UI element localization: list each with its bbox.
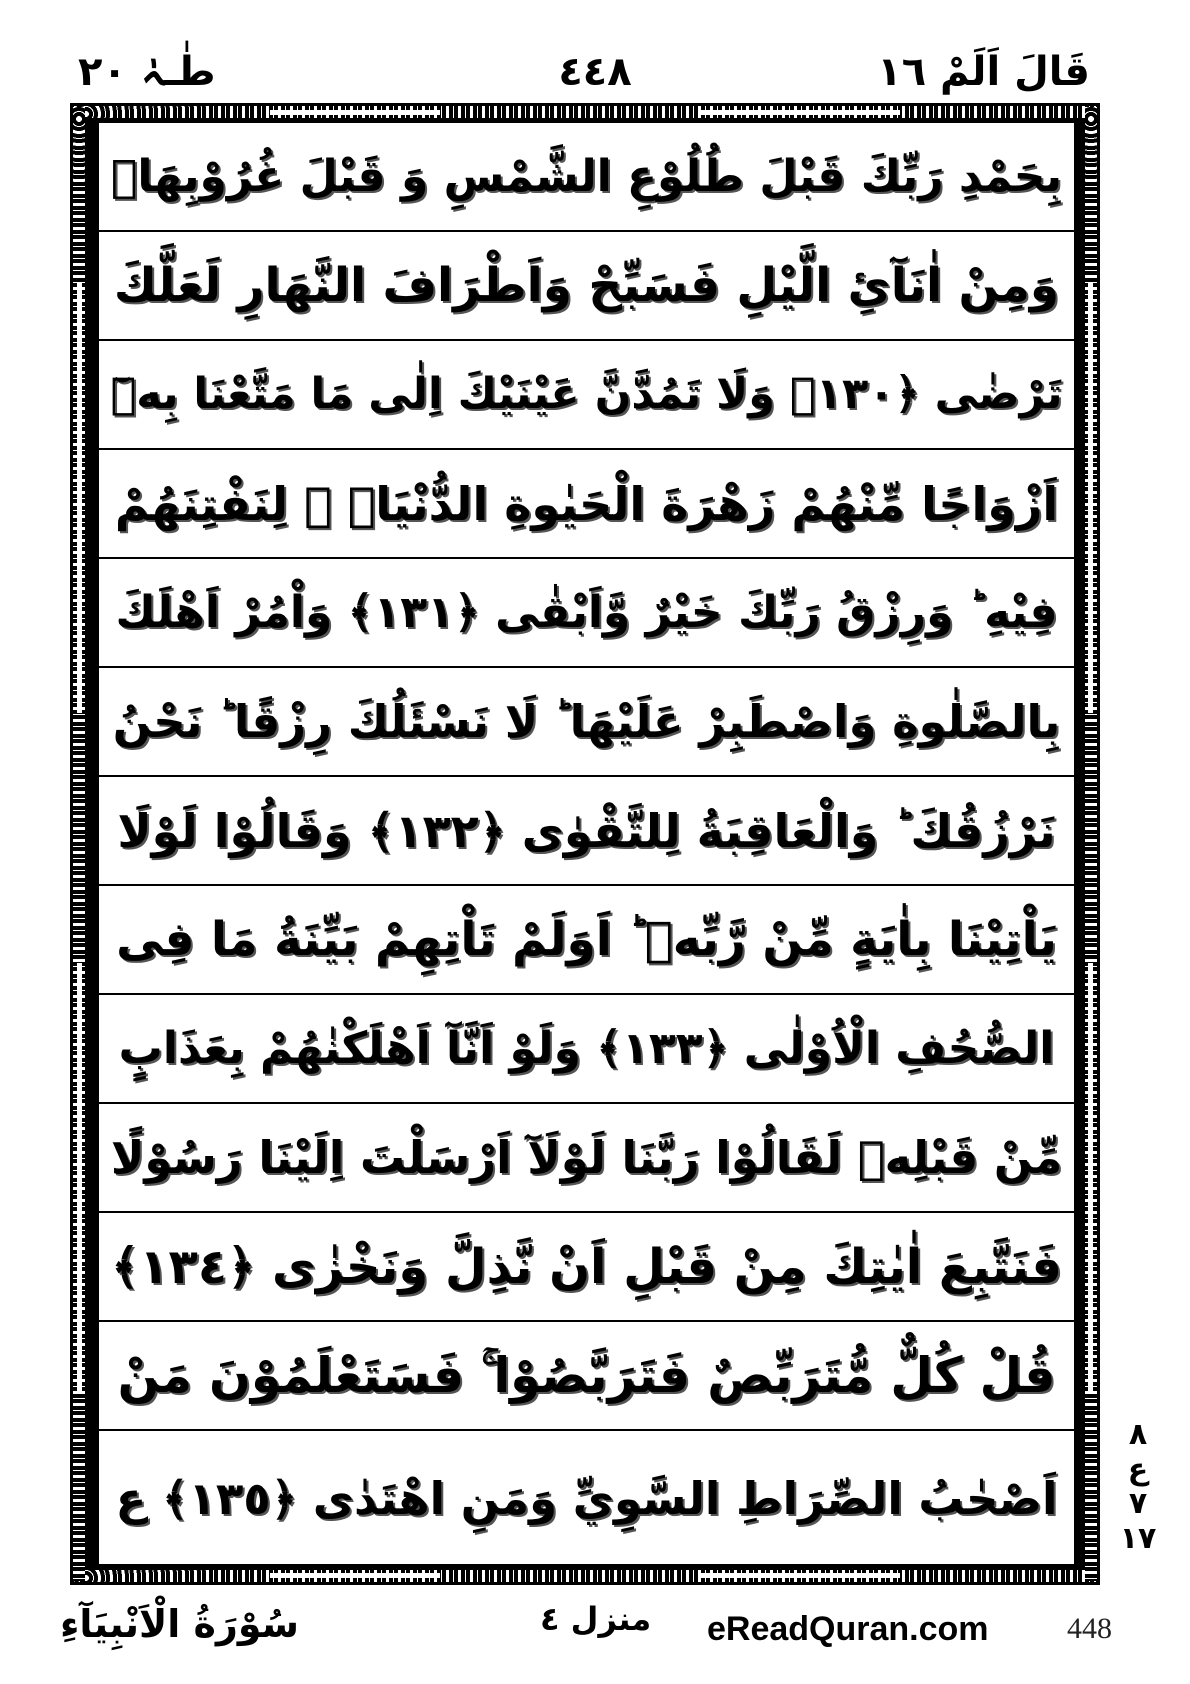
text-line-9: الصُّحُفِ الْاُوْلٰى ﴿١٣٣﴾ وَلَوْ اَنَّآ اَهْلَكْنٰهُمْ بِعَذَابٍ [99,995,1074,1104]
text-panel [97,121,1076,1566]
border-bar [700,1573,900,1578]
juz-label: قَالَ اَلَمْ ١٦ [877,49,1090,95]
text-line-7: نَرْزُقُكَ ؕ وَالْعَاقِبَةُ لِلتَّقْوٰى ﴿١٣٢﴾ وَقَالُوْا لَوْلَا [99,777,1074,886]
ruku-number: ٨ [1128,1417,1148,1452]
border-bar [77,283,82,713]
border-bar [700,110,900,115]
text-line-12: قُلْ كُلٌّ مُّتَرَبِّصٌ فَتَرَبَّصُوْا ۚ فَسَتَعْلَمُوْنَ مَنْ [99,1322,1074,1431]
ruku-surah-count: ٧ [1128,1486,1148,1521]
border-bar [77,963,82,1393]
text-line-8: يَاْتِيْنَا بِاٰيَةٍ مِّنْ رَّبِّهٖ ؕ اَوَلَمْ تَاْتِهِمْ بَيِّنَةُ مَا فِى [99,886,1074,995]
text-line-4: اَزْوَاجًا مِّنْهُمْ زَهْرَةَ الْحَيٰوةِ الدُّنْيَا۬ ۙ لِنَفْتِنَهُمْ [99,450,1074,559]
border-bar [1088,963,1093,1393]
page-number-arabic: ٤٤٨ [558,49,632,95]
ornamental-border [70,103,1100,1585]
ruku-margin-note [1118,1418,1158,1556]
text-line-1: بِحَمْدِ رَبِّكَ قَبْلَ طُلُوْعِ الشَّمْسِ وَ قَبْلَ غُرُوْبِهَاۚ [99,123,1074,232]
manzil-label: منزل ٤ [540,1600,652,1638]
text-line-6: بِالصَّلٰوةِ وَاصْطَبِرْ عَلَيْهَا ؕ لَا نَسْئَلُكَ رِزْقًا ؕ نَحْنُ [99,668,1074,777]
border-ornament-bottom [74,1570,1096,1582]
border-bar [270,110,440,115]
page-number: 448 [1067,1612,1112,1645]
text-line-2: وَمِنْ اٰنَآئِ الَّيْلِ فَسَبِّحْ وَاَطْرَافَ النَّهَارِ لَعَلَّكَ [99,232,1074,341]
surah-label: طٰـہٰ ٢٠ [78,49,216,95]
border-bar [270,1573,440,1578]
text-line-13: اَصْحٰبُ الصِّرَاطِ السَّوِيِّ وَمَنِ اهْتَدٰى ﴿١٣٥﴾ ع [115,1472,1058,1525]
text-line-10: مِّنْ قَبْلِهٖ لَقَالُوْا رَبَّنَا لَوْلَآ اَرْسَلْتَ اِلَيْنَا رَسُوْلًا [99,1104,1074,1213]
border-bar [1088,283,1093,713]
border-ornament-top [74,106,1096,118]
text-line-11: فَنَتَّبِعَ اٰيٰتِكَ مِنْ قَبْلِ اَنْ نَّذِلَّ وَنَخْزٰى ﴿١٣٤﴾ [99,1213,1074,1322]
website-watermark: eReadQuran.com [707,1610,989,1648]
text-line-5: فِيْهِ ؕ وَرِزْقُ رَبِّكَ خَيْرٌ وَّاَبْقٰى ﴿١٣١﴾ وَاْمُرْ اَهْلَكَ [99,559,1074,668]
ruku-para-count: ١٧ [1119,1520,1157,1556]
ruku-symbol: ع [1127,1451,1149,1487]
text-line-3: تَرْضٰى ﴿١٣٠﴾ وَلَا تَمُدَّنَّ عَيْنَيْكَ اِلٰى مَا مَتَّعْنَا بِهٖٓ [99,341,1074,450]
next-surah-catchword: سُوْرَةُ الْاَنْبِيَآءِ [60,1602,300,1646]
